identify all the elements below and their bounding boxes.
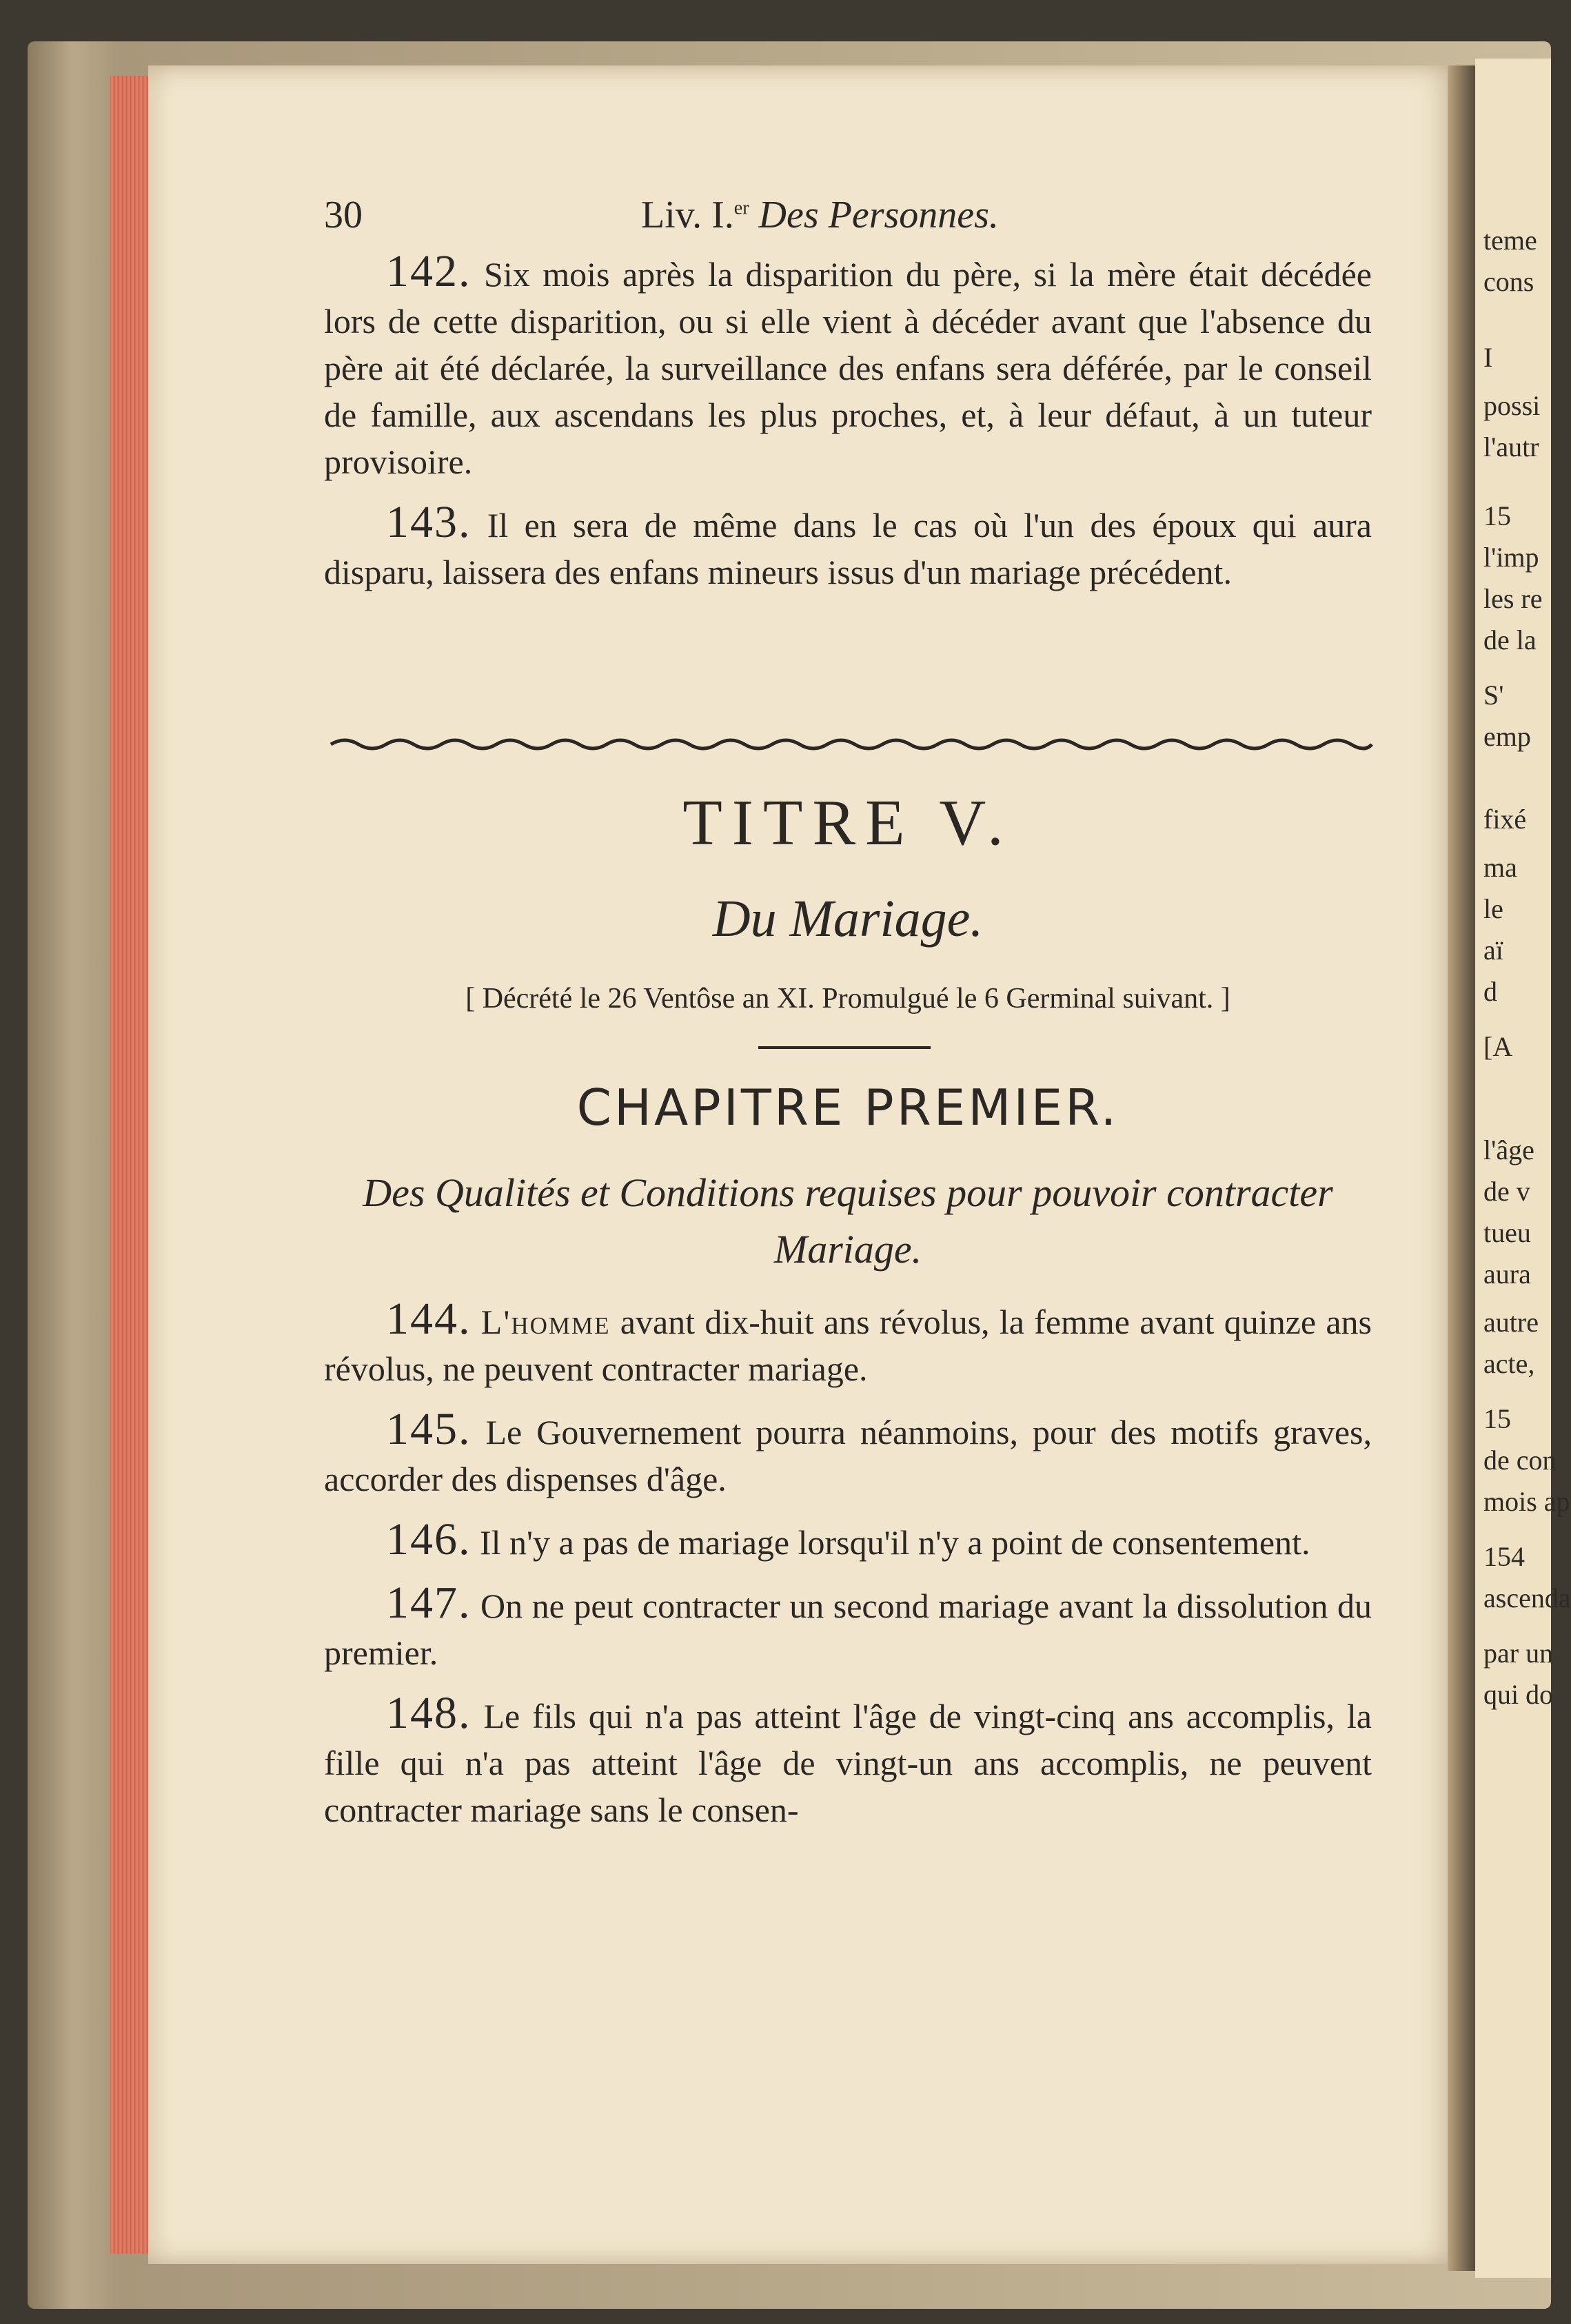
article-text: Six mois après la disparition du père, si la mère était décédée lors de cette disparition, ou si elle vient à décéder avant que l'absence du père ait été déclarée, la surveillance des enfans sera déférée, par le conseil de famille, aux ascendans les plus proches, et, à leur défaut, à un tuteur provisoire. [324, 255, 1372, 481]
facing-page-fragment: autre [1483, 1307, 1539, 1338]
facing-page-fragment: 15 [1483, 1403, 1511, 1434]
facing-page-fragment: de la [1483, 624, 1537, 655]
facing-page [1475, 59, 1571, 2278]
facing-page-fragment: teme [1483, 225, 1537, 256]
article-number: 148. [386, 1688, 472, 1738]
facing-page-fragment: l'âge [1483, 1134, 1534, 1165]
article-number: 144. [386, 1294, 472, 1344]
facing-page-fragment: aura [1483, 1258, 1531, 1290]
titre-heading: TITRE V. [682, 787, 1013, 859]
book-gutter [1448, 65, 1479, 2271]
chapter-subtitle: Des Qualités et Conditions requises pour pouvoir contracter Mariage. [363, 1170, 1333, 1272]
facing-page-fragment: aï [1483, 935, 1503, 966]
divider-rule [758, 1046, 931, 1049]
article-text: Le fils qui n'a pas atteint l'âge de vingt-cinq ans accomplis, la fille qui n'a pas atteint l'âge de vingt-un ans accomplis, ne peuvent contracter mariage sans le consen- [324, 1697, 1372, 1829]
facing-page-fragment: S' [1483, 680, 1504, 711]
article [324, 1516, 1372, 1566]
article [324, 1296, 1372, 1392]
facing-page-fragment: acte, [1483, 1348, 1535, 1379]
article-number: 147. [386, 1578, 472, 1628]
facing-page-fragment: ascenda [1483, 1582, 1571, 1613]
facing-page-fragment: par un [1483, 1638, 1554, 1669]
facing-page-fragment: les re [1483, 583, 1543, 614]
chapter-heading: CHAPITRE PREMIER. [576, 1079, 1119, 1136]
facing-page-fragment: de v [1483, 1176, 1530, 1207]
article [324, 1406, 1372, 1502]
facing-page-fragment: possi [1483, 390, 1541, 421]
facing-page-fragment: fixé [1483, 804, 1527, 835]
article-number: 145. [386, 1404, 472, 1454]
article-number: 146. [386, 1514, 472, 1564]
facing-page-fragment: I [1483, 342, 1493, 373]
articles-bottom [324, 1296, 1372, 1847]
running-head [324, 193, 1372, 248]
article [324, 1580, 1372, 1676]
facing-page-fragment: cons [1483, 266, 1534, 297]
article-number: 142. [386, 246, 472, 296]
facing-page-fragment: emp [1483, 721, 1531, 752]
article-text: Il n'y a pas de mariage lorsqu'il n'y a point de consentement. [480, 1523, 1310, 1562]
book-label-sup: er [733, 197, 749, 219]
facing-page-fragment: [A [1483, 1031, 1513, 1062]
running-title [641, 193, 999, 237]
articles-top [324, 248, 1372, 609]
article-text: Il en sera de même dans le cas où l'un des époux qui aura disparu, laissera des enfans mineurs issus d'un mariage précédent. [324, 506, 1372, 591]
facing-page-fragment: de con [1483, 1445, 1557, 1476]
facing-page-fragment: tueu [1483, 1217, 1531, 1248]
facing-page-fragment: d [1483, 976, 1497, 1007]
facing-page-fragment: l'imp [1483, 542, 1539, 573]
article [324, 248, 1372, 485]
article-text: Le Gouvernement pourra néanmoins, pour des motifs graves, accorder des dispenses d'âge. [324, 1413, 1372, 1498]
article-number: 143. [386, 497, 472, 547]
page-edge [110, 76, 152, 2254]
facing-page-fragment: ma [1483, 852, 1517, 883]
article [324, 499, 1372, 595]
article-lead: L'homme [480, 1303, 611, 1341]
book-label: Liv. I. [641, 194, 734, 236]
facing-page-fragment: 154 [1483, 1541, 1525, 1572]
decree-note: [ Décrété le 26 Ventôse an XI. Promulgué le 6 Germinal suivant. ] [465, 983, 1230, 1015]
facing-page-fragment: 15 [1483, 500, 1511, 531]
facing-page-fragment: qui do [1483, 1679, 1554, 1710]
article-text: avant dix-huit ans révolus, la femme avant quinze ans révolus, ne peuvent contracter mariage. [324, 1303, 1372, 1388]
facing-page-fragment: l'autr [1483, 431, 1539, 462]
facing-page-fragment: le [1483, 893, 1503, 924]
facing-page-fragment: mois ap [1483, 1486, 1570, 1517]
titre-subject: Du Mariage. [712, 890, 984, 948]
section-title: Des Personnes. [758, 194, 999, 236]
article-text: On ne peut contracter un second mariage avant la dissolution du premier. [324, 1587, 1372, 1672]
wavy-ornament [331, 724, 1372, 765]
page-number: 30 [324, 194, 363, 236]
article [324, 1690, 1372, 1833]
